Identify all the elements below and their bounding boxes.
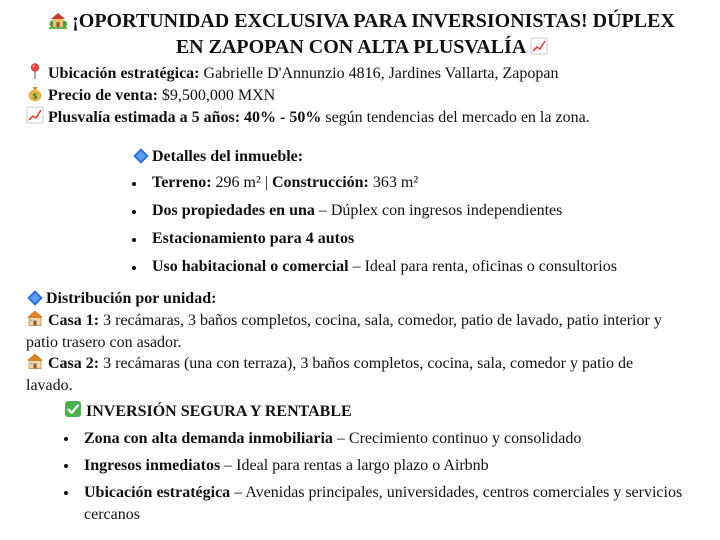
round-pushpin-icon xyxy=(26,62,44,80)
price-line xyxy=(26,84,275,107)
list-item: Estacionamiento para 4 autos xyxy=(130,228,617,256)
money-bag-icon xyxy=(26,84,44,102)
blue-diamond-icon xyxy=(26,289,40,303)
house-icon xyxy=(26,352,44,370)
unit-casa-1: Casa 1: 3 recámaras, 3 baños completos, cocina, sala, comedor, patio de lavado, patio interior y patio trasero con asador. xyxy=(26,309,666,354)
distribution-heading xyxy=(26,288,216,310)
distribution-heading-text: Distribución por unidad: xyxy=(46,290,217,307)
chart-increasing-icon xyxy=(530,37,548,55)
appreciation-note: según tendencias del mercado en la zona. xyxy=(325,109,590,126)
page-title xyxy=(28,8,696,60)
location-value: Gabrielle D'Annunzio 4816, Jardines Vallarta, Zapopan xyxy=(203,65,559,82)
list-item: Terreno: 296 m² | Construcción: 363 m² xyxy=(130,172,617,200)
details-heading-text: Detalles del inmueble: xyxy=(152,148,304,165)
investment-heading-text: INVERSIÓN SEGURA Y RENTABLE xyxy=(86,403,352,420)
appreciation-line xyxy=(26,106,590,129)
title-line-1: ¡OPORTUNIDAD EXCLUSIVA PARA INVERSIONISTAS! DÚPLEX xyxy=(72,10,675,32)
check-mark-button-icon xyxy=(64,400,82,418)
price-value: $9,500,000 MXN xyxy=(161,87,276,104)
investment-heading xyxy=(64,400,352,423)
list-item: Ubicación estratégica – Avenidas principales, universidades, centros comerciales y servicios cercanos xyxy=(62,482,702,526)
house-with-garden-icon xyxy=(49,11,67,29)
list-item: Ingresos inmediatos – Ideal para rentas a largo plazo o Airbnb xyxy=(62,455,702,477)
list-item: Zona con alta demanda inmobiliaria – Crecimiento continuo y consolidado xyxy=(62,428,702,450)
location-label: Ubicación estratégica: xyxy=(48,65,200,82)
list-item: Uso habitacional o comercial – Ideal para renta, oficinas o consultorios xyxy=(130,256,617,284)
location-line xyxy=(26,62,558,85)
appreciation-range: 40% - 50% xyxy=(244,109,322,126)
unit-casa-2: Casa 2: 3 recámaras (una con terraza), 3 baños completos, cocina, sala, comedor y patio de lavado. xyxy=(26,352,666,397)
blue-diamond-icon xyxy=(132,147,146,161)
appreciation-label: Plusvalía estimada a 5 años: xyxy=(48,109,241,126)
house-icon xyxy=(26,309,44,327)
title-line-2: EN ZAPOPAN CON ALTA PLUSVALÍA xyxy=(175,36,526,58)
details-list xyxy=(130,172,617,284)
list-item: Dos propiedades en una – Dúplex con ingresos independientes xyxy=(130,200,617,228)
chart-increasing-icon xyxy=(26,106,44,124)
investment-list xyxy=(62,428,702,531)
details-heading xyxy=(132,146,303,168)
price-label: Precio de venta: xyxy=(48,87,158,104)
